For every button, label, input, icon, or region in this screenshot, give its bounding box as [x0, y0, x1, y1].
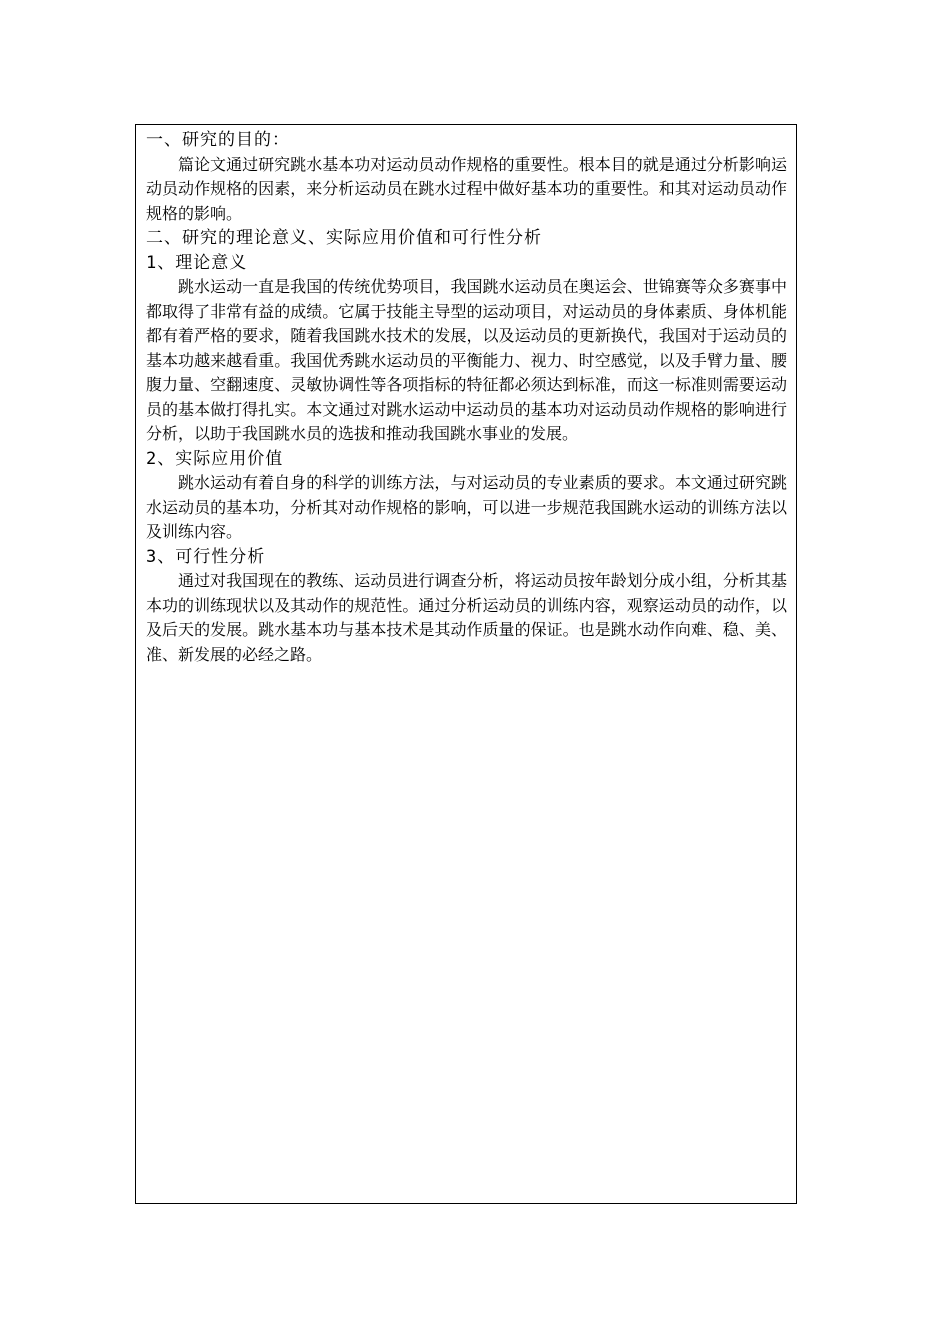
purpose-paragraph: 篇论文通过研究跳水基本功对运动员动作规格的重要性。根本目的就是通过分析影响运动员动作规格的因素，来分析运动员在跳水过程中做好基本功的重要性。和其对运动员动作规格的影响。	[146, 154, 787, 223]
theory-heading: 1、理论意义	[146, 252, 248, 273]
content-table-cell	[135, 124, 797, 1204]
theory-paragraph: 跳水运动一直是我国的传统优势项目，我国跳水运动员在奥运会、世锦赛等众多赛事中都取得了非常有益的成绩。它属于技能主导型的运动项目，对运动员的身体素质、身体机能都有着严格的要求，随着我国跳水技术的发展，以及运动员的更新换代，我国对于运动员的基本功越来越看重。我国优秀跳水运动员的平衡能力、视力、时空感觉，以及手臂力量、腰腹力量、空翻速度、灵敏协调性等各项指标的特征都必须达到标准，而这一标准则需要运动员的基本做打得扎实。本文通过对跳水运动中运动员的基本功对运动员动作规格的影响进行分析，以助于我国跳水员的选拔和推动我国跳水事业的发展。	[146, 277, 787, 443]
purpose-heading: 一、研究的目的：	[146, 130, 290, 150]
application-paragraph: 跳水运动有着自身的科学的训练方法，与对运动员的专业素质的要求。本文通过研究跳水运动员的基本功，分析其对动作规格的影响，可以进一步规范我国跳水运动的训练方法以及训练内容。	[146, 473, 787, 541]
feasibility-paragraph: 通过对我国现在的教练、运动员进行调查分析，将运动员按年龄划分成小组，分析其基本功的训练现状以及其动作的规范性。通过分析运动员的训练内容，观察运动员的动作，以及后天的发展。跳水基本功与基本技术是其动作质量的保证。也是跳水动作向难、稳、美、准、新发展的必经之路。	[146, 571, 787, 664]
feasibility-heading: 3、可行性分析	[146, 546, 266, 567]
application-heading: 2、实际应用价值	[146, 448, 284, 469]
significance-heading: 二、研究的理论意义、实际应用价值和可行性分析	[146, 228, 542, 248]
